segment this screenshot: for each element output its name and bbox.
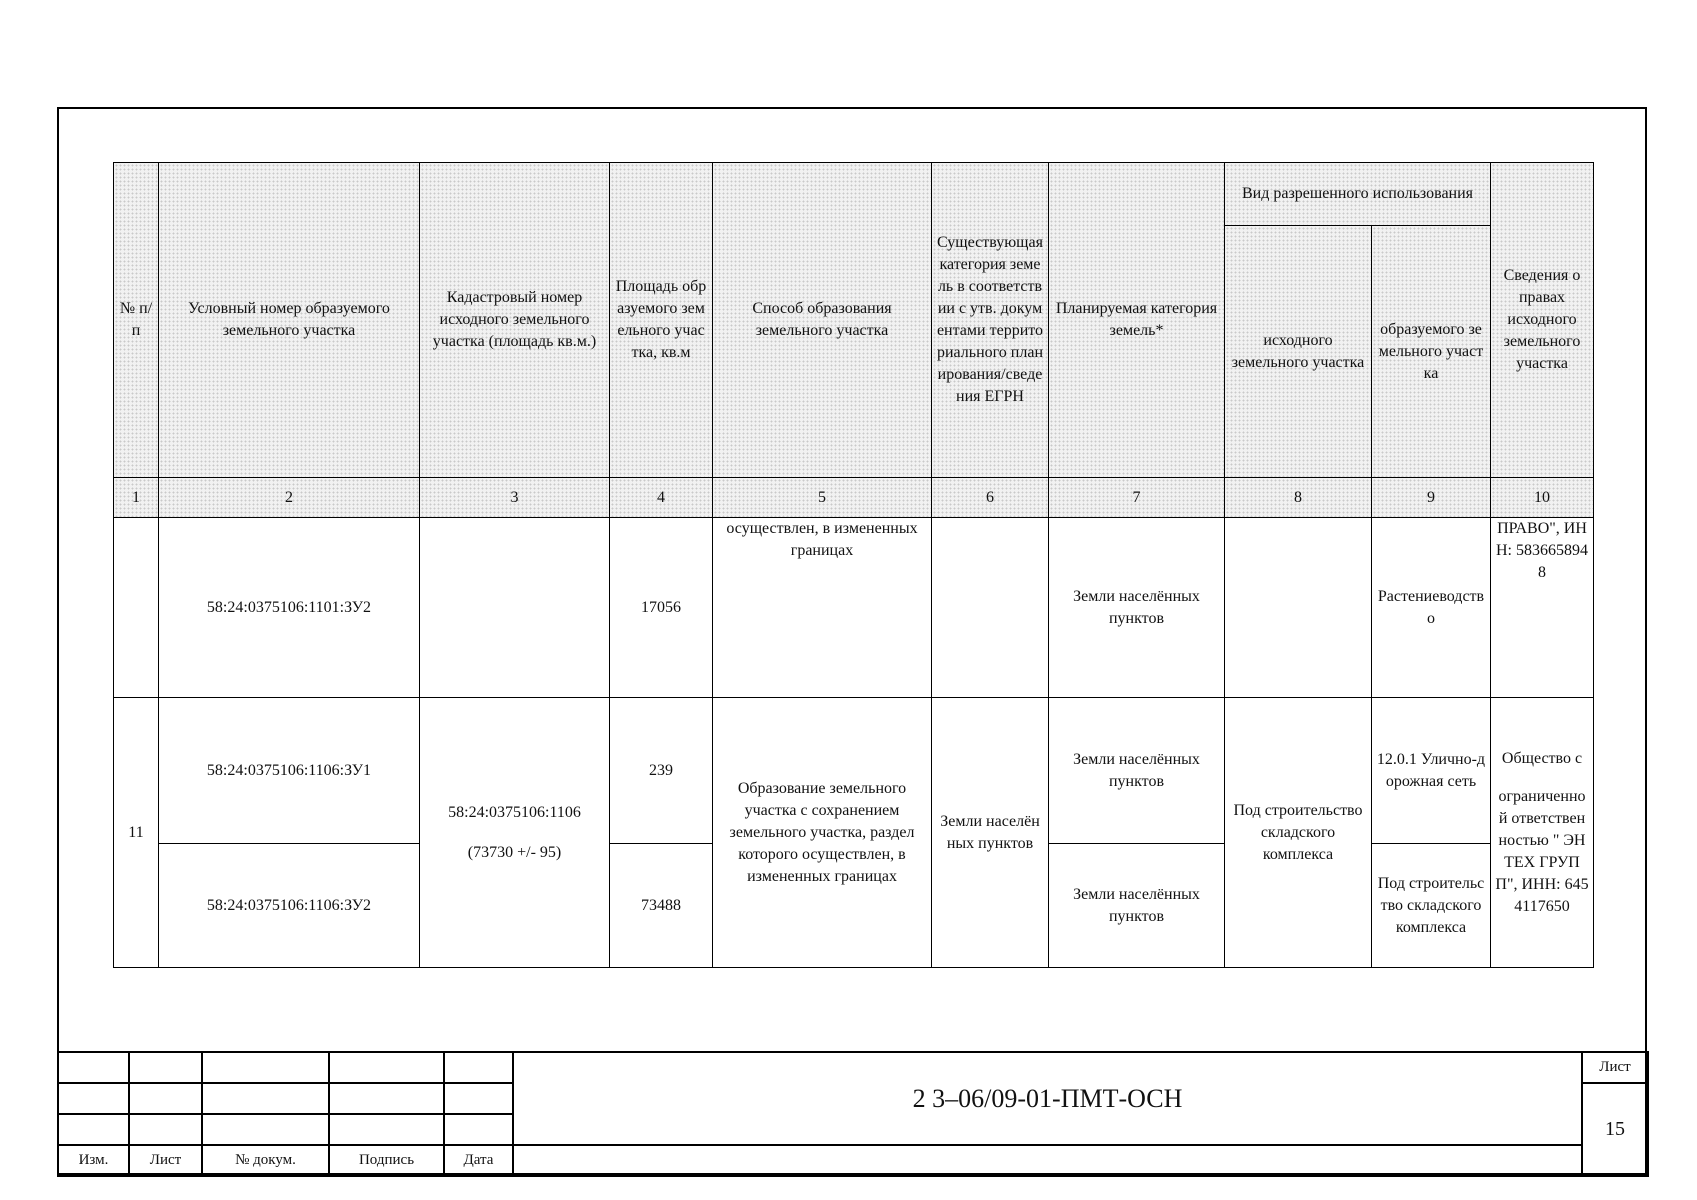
row-b-cadastral-area: (73730 +/- 95)	[467, 843, 562, 861]
stamp-cell	[202, 1114, 329, 1145]
stamp-cell	[129, 1083, 202, 1114]
stamp-cell	[202, 1083, 329, 1114]
header-area: Площадь образуемого земельного участка, кв.м	[610, 163, 713, 478]
row-b2-new-use: Под строительство складского комплекса	[1372, 844, 1491, 968]
table-row	[114, 698, 1594, 844]
stamp-cell	[129, 1114, 202, 1145]
stamp-label-sheet: Лист	[129, 1145, 202, 1176]
stamp-label-doc-number: № докум.	[202, 1145, 329, 1176]
col-number-3: 3	[420, 478, 610, 518]
col-number-9: 9	[1372, 478, 1491, 518]
col-number-1: 1	[114, 478, 159, 518]
row-a-plot-id: 58:24:0375106:1101:ЗУ2	[159, 518, 420, 698]
header-permitted-use: Вид разрешенного использования	[1225, 163, 1491, 226]
row-b1-area: 239	[610, 698, 713, 844]
row-a-number	[114, 518, 159, 698]
stamp-cell	[58, 1114, 129, 1145]
stamp-cell	[329, 1083, 444, 1114]
row-a-area: 17056	[610, 518, 713, 698]
stamp-cell	[329, 1052, 444, 1083]
header-rights: Сведения о правах исходного земельного участка	[1491, 163, 1594, 478]
row-b-rights-line2: ограниченной ответственностью " ЭНТЕХ ГРУПП", ИНН: 6454117650	[1495, 787, 1589, 915]
stamp-cell	[513, 1145, 1582, 1176]
col-number-2: 2	[159, 478, 420, 518]
col-number-7: 7	[1049, 478, 1225, 518]
row-b-cadastral	[420, 698, 610, 968]
stamp-cell	[58, 1052, 129, 1083]
row-b2-plot-id: 58:24:0375106:1106:ЗУ2	[159, 844, 420, 968]
stamp-label-revision: Изм.	[58, 1145, 129, 1176]
row-b-source-use: Под строительство складского комплекса	[1225, 698, 1372, 968]
stamp-cell	[444, 1052, 513, 1083]
row-b-method: Образование земельного участка с сохранением земельного участка, раздел которого осуществлен, в измененных границах	[713, 698, 932, 968]
header-cadastral: Кадастровый номер исходного земельного участка (площадь кв.м.)	[420, 163, 610, 478]
row-a-cadastral	[420, 518, 610, 698]
row-b1-new-use: 12.0.1 Улично-дорожная сеть	[1372, 698, 1491, 844]
document-code: 2 3–06/09-01-ПМТ-ОСН	[513, 1052, 1582, 1145]
row-a-new-use: Растениеводство	[1372, 518, 1491, 698]
row-a-source-use	[1225, 518, 1372, 698]
sheet-label: Лист	[1582, 1052, 1648, 1083]
stamp-cell	[444, 1114, 513, 1145]
col-number-8: 8	[1225, 478, 1372, 518]
header-plot-id: Условный номер образуемого земельного участка	[159, 163, 420, 478]
row-a-rights: ПРАВО", ИНН: 5836658948	[1491, 518, 1594, 698]
stamp-cell	[129, 1052, 202, 1083]
col-number-5: 5	[713, 478, 932, 518]
row-b-cadastral-number: 58:24:0375106:1106	[448, 803, 581, 821]
header-new-use: образуемого земельного участка	[1372, 226, 1491, 478]
row-b2-planned-category: Земли населённых пунктов	[1049, 844, 1225, 968]
row-b-rights	[1491, 698, 1594, 968]
col-number-6: 6	[932, 478, 1049, 518]
header-method: Способ образования земельного участка	[713, 163, 932, 478]
row-a-method: осуществлен, в измененных границах	[713, 518, 932, 698]
header-planned-category: Планируемая категория земель*	[1049, 163, 1225, 478]
row-b-existing-category: Земли населённых пунктов	[932, 698, 1049, 968]
row-b1-planned-category: Земли населённых пунктов	[1049, 698, 1225, 844]
row-a-planned-category: Земли населённых пунктов	[1049, 518, 1225, 698]
stamp-cell	[58, 1083, 129, 1114]
sheet-number: 15	[1582, 1083, 1648, 1176]
row-b1-plot-id: 58:24:0375106:1106:ЗУ1	[159, 698, 420, 844]
row-b-rights-line1: Общество с	[1501, 749, 1583, 767]
stamp-cell	[202, 1052, 329, 1083]
header-existing-category: Существующая категория земель в соответствии с утв. документами территориального планирования/сведения ЕГРН	[932, 163, 1049, 478]
stamp-label-date: Дата	[444, 1145, 513, 1176]
header-source-use: исходного земельного участка	[1225, 226, 1372, 478]
stamp-cell	[444, 1083, 513, 1114]
land-plots-table	[113, 162, 1594, 968]
row-b-number: 11	[114, 698, 159, 968]
stamp-cell	[329, 1114, 444, 1145]
col-number-4: 4	[610, 478, 713, 518]
col-number-10: 10	[1491, 478, 1594, 518]
title-block	[57, 1051, 1649, 1177]
header-number: № п/п	[114, 163, 159, 478]
stamp-label-signature: Подпись	[329, 1145, 444, 1176]
table-row	[114, 518, 1594, 698]
row-b2-area: 73488	[610, 844, 713, 968]
row-a-existing-category	[932, 518, 1049, 698]
